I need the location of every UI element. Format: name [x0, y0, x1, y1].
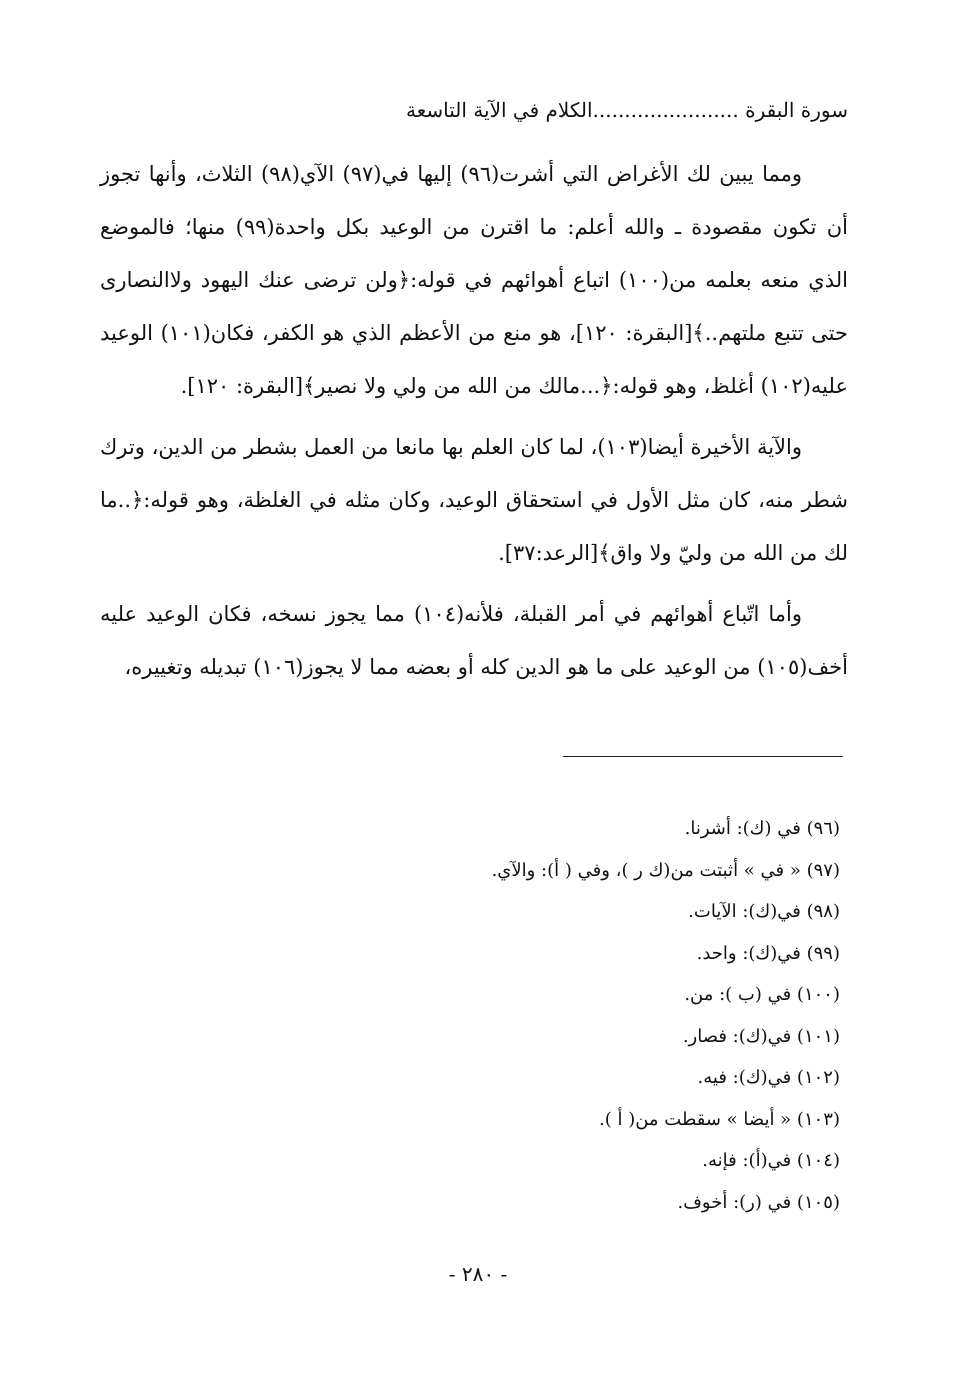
footnote-item: (١٠٤) في(أ): فإنه.	[702, 1150, 840, 1171]
footnote-item: (٩٩) في(ك): واحد.	[696, 942, 840, 964]
main-text	[100, 148, 848, 702]
footnotes-list	[420, 808, 840, 1223]
paragraph: والآية الأخيرة أيضا(١٠٣)، لما كان العلم بها مانعا من العمل بشطر من الدين، وترك شطر منه، كان مثل الأول في استحقاق الوعيد، وكان مثله في الغلظة، وهو قوله:﴿..ما لك من الله من وليّ ولا واق﴾[الرعد:٣٧].	[100, 435, 848, 565]
footnote-item: (١٠٢) في(ك): فيه.	[697, 1067, 840, 1088]
footnote-item: (٩٦) في (ك): أشرنا.	[684, 818, 840, 839]
footnote-separator	[563, 756, 843, 757]
footnote-item: (٩٨) في(ك): الآيات.	[688, 901, 840, 922]
footnote-item: (١٠٥) في (ر): أخوف.	[677, 1191, 840, 1213]
footnote-item: (١٠٠) في (ب ): من.	[684, 984, 840, 1005]
paragraph: ومما يبين لك الأغراض التي أشرت(٩٦) إليها في(٩٧) الآي(٩٨) الثلاث، وأنها تجوز أن تكون مقصودة ـ والله أعلم: ما اقترن من الوعيد بكل واحدة(٩٩) منها؛ فالموضع الذي منعه بعلمه من(١٠٠) اتباع أهوائهم في قوله:﴿ولن ترضى عنك اليهود ولاالنصارى حتى تتبع ملتهم..﴾[البقرة: ١٢٠]، هو منع من الأعظم الذي هو الكفر، فكان(١٠١) الوعيد عليه(١٠٢) أغلظ، وهو قوله:﴿...مالك من الله من ولي ولا نصير﴾[البقرة: ١٢٠].	[100, 162, 848, 398]
footnote-item: (١٠١) في(ك): فصار.	[682, 1025, 840, 1047]
page-number: - ٢٨٠ -	[448, 1262, 508, 1286]
footnote-item: (٩٧) « في » أثبتت من(ك ر )، وفي ( أ): والآي.	[491, 859, 840, 881]
footnote-item: (١٠٣) « أيضا » سقطت من( أ ).	[599, 1108, 840, 1130]
running-header-text: سورة البقرة .......................الكلام في الآية التاسعة	[406, 98, 848, 122]
paragraph: وأما اتّباع أهوائهم في أمر القبلة، فلأنه(١٠٤) مما يجوز نسخه، فكان الوعيد عليه أخف(١٠٥) من الوعيد على ما هو الدين كله أو بعضه مما لا يجوز(١٠٦) تبديله وتغييره،	[100, 602, 848, 679]
running-header	[106, 98, 848, 132]
